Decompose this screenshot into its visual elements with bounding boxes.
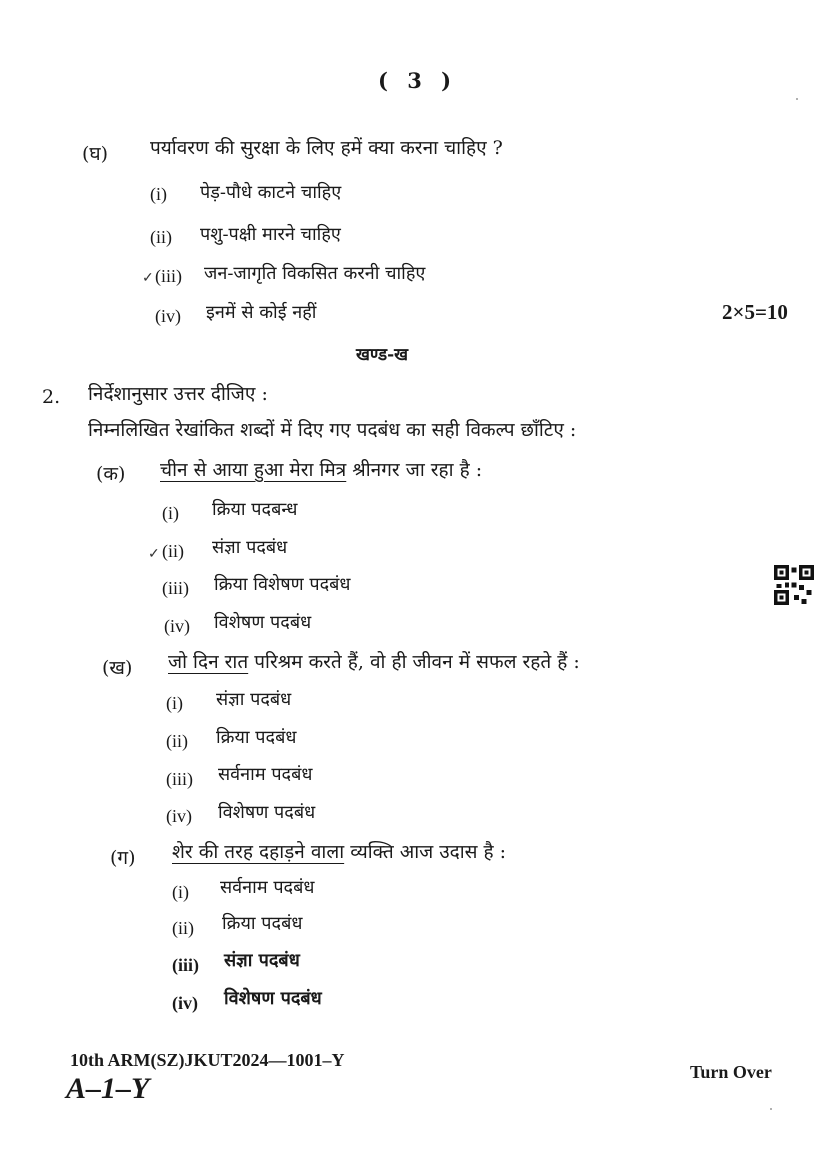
option-text: सर्वनाम पदबंध — [218, 764, 313, 785]
qr-code-icon — [774, 565, 814, 605]
tick-mark-icon: ✓ — [142, 270, 154, 286]
option-text: विशेषण पदबंध — [224, 988, 322, 1009]
marks-allocation: 2×5=10 — [722, 300, 788, 324]
subquestion-ka-label: (क) — [96, 463, 126, 485]
option-text: क्रिया पदबंध — [222, 913, 303, 934]
option-number: (iii) — [166, 769, 193, 789]
option-number: (i) — [150, 184, 167, 204]
underlined-phrase: शेर की तरह दहाड़ने वाला — [172, 841, 345, 863]
option-number: (i) — [166, 693, 183, 713]
option-number: (iv) — [166, 806, 192, 826]
option-text: सर्वनाम पदबंध — [220, 877, 315, 898]
subquestion-ga-text — [172, 838, 506, 864]
option-text: संज्ञा पदबंध — [224, 950, 300, 971]
option-text: क्रिया पदबंध — [216, 727, 297, 748]
option-number: (iv) — [155, 306, 181, 326]
question-instruction: निर्देशानुसार उत्तर दीजिए : — [88, 383, 268, 405]
section-heading: खण्ड-ख — [356, 345, 409, 365]
option-text: संज्ञा पदबंध — [216, 689, 292, 710]
option-text: क्रिया पदबन्ध — [212, 499, 298, 520]
option-text: इनमें से कोई नहीं — [206, 302, 317, 323]
question-gha-label: (घ) — [82, 143, 109, 165]
option-text: क्रिया विशेषण पदबंध — [214, 574, 351, 595]
underlined-phrase: जो दिन रात — [168, 651, 249, 673]
question-gha-text: पर्यावरण की सुरक्षा के लिए हमें क्या करना चाहिए ? — [150, 137, 503, 159]
option-number: (iii) — [155, 266, 182, 286]
option-number: (iv) — [164, 616, 190, 636]
subquestion-kha-label: (ख) — [102, 657, 133, 679]
option-text: संज्ञा पदबंध — [212, 537, 288, 558]
sentence-rest: व्यक्ति आज उदास है : — [344, 841, 507, 863]
sentence-rest: परिश्रम करते हैं, वो ही जीवन में सफल रहते हैं : — [248, 651, 580, 673]
paper-series: A–1–Y — [66, 1072, 150, 1105]
option-number: (iii) — [172, 955, 199, 975]
option-number: (iii) — [162, 578, 189, 598]
option-text: जन-जागृति विकसित करनी चाहिए — [204, 263, 426, 284]
question-sub-instruction: निम्नलिखित रेखांकित शब्दों में दिए गए पदबंध का सही विकल्प छाँटिए : — [88, 419, 577, 441]
question-number: 2. — [42, 386, 61, 408]
option-number: (i) — [162, 503, 179, 523]
tick-mark-icon: ✓ — [148, 546, 160, 562]
option-text: विशेषण पदबंध — [214, 612, 312, 633]
option-number: (ii) — [162, 541, 184, 561]
option-text: पेड़-पौधे काटने चाहिए — [200, 182, 342, 203]
turn-over-note: Turn Over — [690, 1062, 772, 1082]
underlined-phrase: चीन से आया हुआ मेरा मित्र — [160, 459, 347, 481]
subquestion-kha-text — [168, 648, 580, 674]
option-text: पशु-पक्षी मारने चाहिए — [200, 224, 341, 245]
option-number: (i) — [172, 882, 189, 902]
paper-code: 10th ARM(SZ)JKUT2024—1001–Y — [70, 1050, 345, 1070]
option-number: (iv) — [172, 993, 198, 1013]
subquestion-ga-label: (ग) — [110, 847, 136, 869]
sentence-rest: श्रीनगर जा रहा है : — [346, 459, 483, 481]
option-text: विशेषण पदबंध — [218, 802, 316, 823]
scan-speck — [796, 98, 798, 100]
option-number: (ii) — [172, 918, 194, 938]
page-number: ( 3 ) — [378, 68, 458, 93]
subquestion-ka-text — [160, 456, 482, 482]
scan-speck — [770, 1108, 772, 1110]
option-number: (ii) — [166, 731, 188, 751]
option-number: (ii) — [150, 227, 172, 247]
